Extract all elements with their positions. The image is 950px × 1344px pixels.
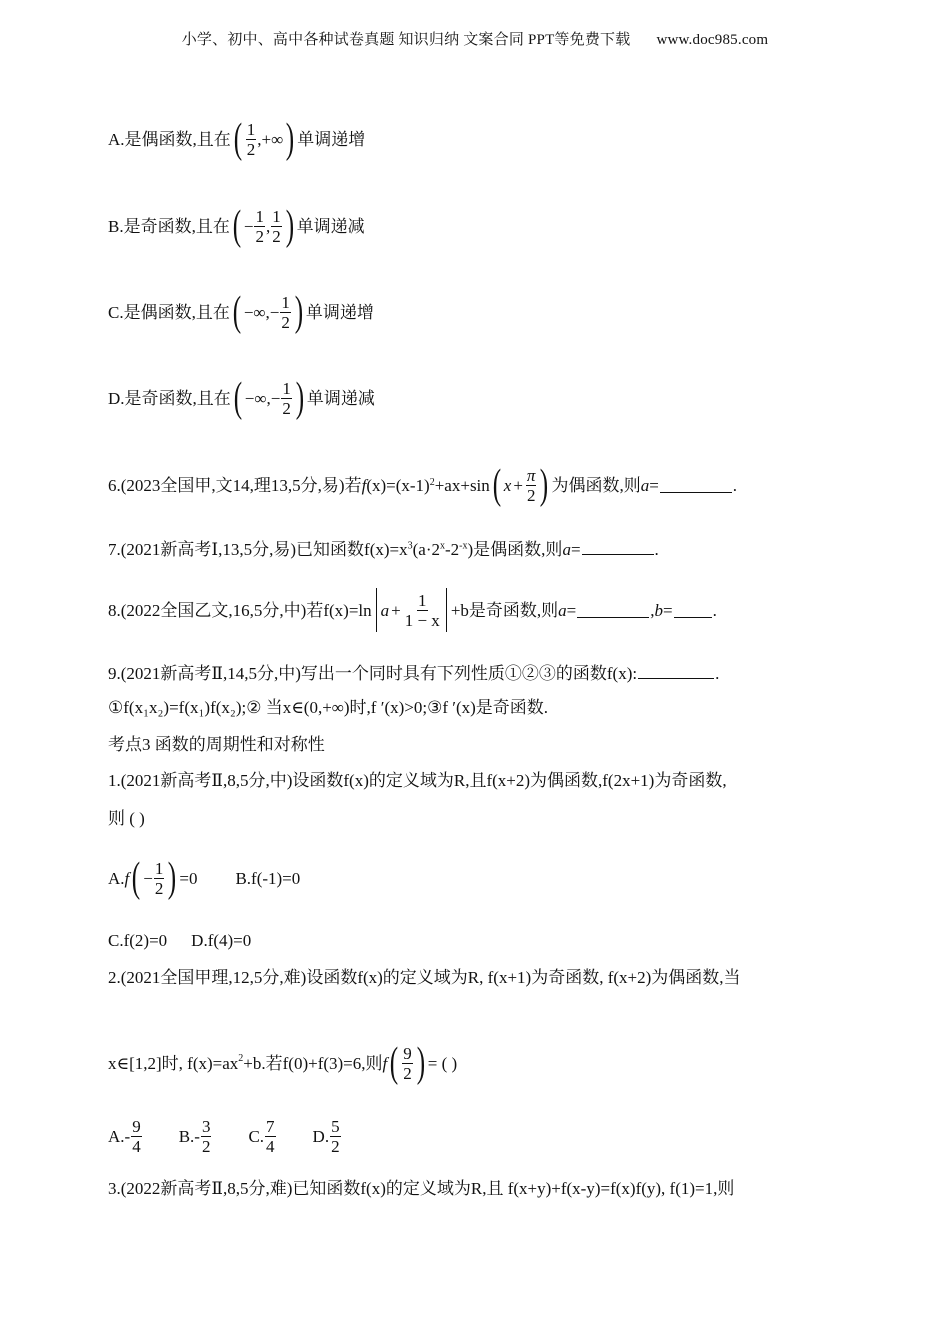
fraction: $\frac{1}{2}$ — [281, 292, 290, 332]
option-b: B.f(-1)=0 — [235, 868, 301, 888]
question-8: 8.(2022全国乙文,16,5分,中)若 f(x) =ln a + $\frac{1}{1 - x}$ +b 是奇函数,则 a = , b = . — [108, 588, 717, 632]
answer-blank[interactable] — [638, 664, 714, 679]
fraction: $\frac{5}{2}$ — [331, 1117, 340, 1156]
option-d-suffix: 单调递减 — [306, 388, 375, 408]
answer-blank-b[interactable] — [674, 603, 712, 618]
q6-prefix: 6.(2023全国甲,文14,理13,5分,易)若 — [108, 475, 362, 495]
comma: , — [265, 216, 271, 236]
problem-2-line1: 2.(2021全国甲理,12,5分,难)设函数f(x)的定义域为R, f(x+1)为奇函数, f(x+2)为偶函数,当 — [108, 968, 741, 987]
option-a-prefix: A.是偶函数,且在 — [108, 129, 231, 149]
interval-end: ,+∞ — [257, 129, 284, 149]
right-paren: ) — [294, 289, 304, 335]
right-paren: ) — [286, 116, 295, 162]
option-c-prefix: C.是偶函数,且在 — [108, 302, 230, 322]
question-9: 9.(2021新高考Ⅱ,14,5分,中)写出一个同时具有下列性质①②③的函数f(x): . — [108, 664, 720, 683]
right-paren: ) — [540, 462, 549, 508]
problem-3-line1: 3.(2022新高考Ⅱ,8,5分,难)已知函数f(x)的定义域为R,且 f(x+y)+f(x-y)=f(x)f(y), f(1)=1,则 — [108, 1179, 735, 1198]
abs-bar-left — [376, 588, 377, 632]
fraction: $\frac{1}{2}$ — [246, 119, 256, 159]
option-c-suffix: 单调递增 — [305, 302, 374, 322]
page-header — [0, 28, 950, 49]
left-paren: ( — [232, 203, 242, 249]
fraction: $\frac{7}{4}$ — [266, 1117, 275, 1156]
problem-1-options-ab: A. f ( − $\frac{1}{2}$ ) =0 B.f(-1)=0 — [108, 855, 301, 901]
option-c: C.f(2)=0 — [108, 931, 168, 950]
answer-blank[interactable] — [660, 478, 732, 493]
abs-bar-right — [446, 588, 447, 632]
right-paren: ) — [416, 1040, 425, 1086]
interval-start: −∞,− — [243, 302, 280, 322]
question-9-properties: ①f(x₁x₂)=f(x₁)f(x₂);② 当x∈(0,+∞)时,f ′(x)>0;③f ′(x)是奇函数. — [108, 698, 549, 717]
problem-1-line1: 1.(2021新高考Ⅱ,8,5分,中)设函数f(x)的定义域为R,且f(x+2)为偶函数,f(2x+1)为奇函数, — [108, 771, 727, 790]
right-paren: ) — [285, 203, 294, 249]
fraction: $\frac{9}{4}$ — [132, 1117, 141, 1156]
fraction: $\frac{1}{2}$ — [272, 206, 281, 246]
fraction: $\frac{9}{2}$ — [403, 1043, 412, 1083]
left-paren: ( — [233, 116, 242, 162]
minus-sign: − — [243, 216, 254, 236]
option-d-prefix: D.是奇函数,且在 — [108, 388, 231, 408]
pi-over-two: $\frac{\pi}{2}$ — [526, 465, 536, 505]
left-paren: ( — [492, 462, 501, 508]
option-c — [108, 291, 374, 333]
option-b — [108, 205, 365, 247]
fraction: $\frac{1}{2}$ — [282, 378, 291, 418]
section-title: 考点3 函数的周期性和对称性 — [108, 735, 325, 754]
fraction: $\frac{3}{2}$ — [201, 1117, 211, 1156]
problem-1-options-cd — [108, 932, 251, 949]
option-d: D.f(4)=0 — [191, 931, 252, 950]
question-7: 7.(2021新高考Ⅰ,13,5分,易)已知函数$f(x)=x^3(a\cdot 2^x-2^{-x})$是偶函数,则a= . — [108, 540, 659, 559]
left-paren: ( — [390, 1040, 399, 1086]
option-d — [108, 377, 375, 419]
answer-blank-a[interactable] — [577, 603, 649, 618]
option-b-prefix: B.是奇函数,且在 — [108, 216, 230, 236]
option-a-suffix: 单调递增 — [297, 129, 366, 149]
problem-1-line2: 则 ( ) — [108, 809, 145, 828]
left-paren: ( — [232, 289, 242, 335]
right-paren: ) — [168, 855, 177, 901]
fraction: $\frac{1}{2}$ — [154, 858, 164, 898]
answer-blank[interactable] — [582, 540, 654, 555]
option-a — [108, 118, 365, 160]
interval-start: −∞,− — [244, 388, 281, 408]
header-site: www.doc985.com — [656, 32, 769, 48]
problem-2-line2: x∈[1,2]时, f(x)=ax $^2$ +b.若f(0)+f(3)=6,则 f ( $\frac{9}{2}$ ) = ( ) — [108, 1040, 458, 1086]
fraction: $\frac{1}{1 - x}$ — [404, 590, 440, 630]
fraction: $\frac{1}{2}$ — [255, 206, 264, 246]
question-6: 6.(2023全国甲,文14,理13,5分,易)若 f (x) =(x-1) 2 +ax+sin ( x + $\frac{\pi}{2}$ ) 为偶函数,则 a = . — [108, 462, 738, 508]
problem-2-options: A.- $\frac{9}{4}$ B.- $\frac{3}{2}$ C. $\frac{7}{4}$ D. $\frac{5}{2}$ — [108, 1117, 340, 1156]
header-text: 小学、初中、高中各种试卷真题 知识归纳 文案合同 PPT等免费下载 — [181, 32, 631, 48]
right-paren: ) — [295, 375, 305, 421]
left-paren: ( — [233, 375, 242, 421]
left-paren: ( — [132, 855, 141, 901]
option-b-suffix: 单调递减 — [296, 216, 365, 236]
